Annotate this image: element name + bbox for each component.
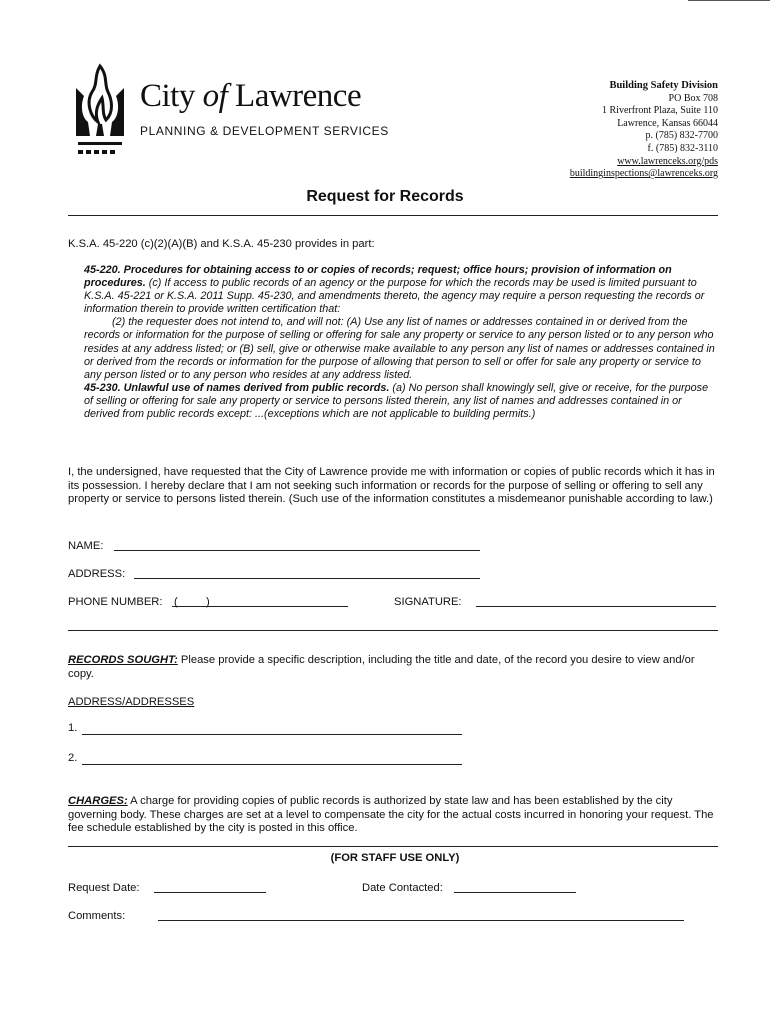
street-address: 1 Riverfront Plaza, Suite 110	[602, 105, 718, 117]
request-date-label: Request Date:	[68, 882, 140, 894]
signature-field[interactable]	[476, 606, 716, 607]
contact-block	[570, 80, 718, 181]
phone-area-open: (	[174, 596, 178, 608]
signature-label: SIGNATURE:	[394, 596, 462, 608]
declaration-text: I, the undersigned, have requested that the City of Lawrence provide me with information or copies of public records which it has in its possession. I hereby declare that I am not seeking such information or records for the purpose of selling or offering to sell any property or service to persons listed therein. (Such use of the information constitutes a misdemeanor punishable according to law.)	[68, 466, 715, 506]
comments-label: Comments:	[68, 910, 126, 922]
top-edge-rule	[688, 0, 770, 1]
form-title: Request for Records	[306, 188, 464, 205]
phone-area-close: )	[206, 596, 210, 608]
phone-label: PHONE NUMBER:	[68, 596, 163, 608]
staff-divider	[68, 846, 718, 847]
email-link[interactable]: buildinginspections@lawrenceks.org	[569, 168, 718, 180]
record-item-1-label: 1.	[68, 722, 78, 734]
city-of-lawrence-logo-icon	[68, 62, 132, 158]
comments-field[interactable]	[158, 920, 684, 921]
address-label: ADDRESS:	[68, 568, 126, 580]
records-sought-text: RECORDS SOUGHT: Please provide a specific description, including the title and date, of the record you desire to view and/or copy.	[68, 654, 695, 680]
statute-45-220-item-2: (2) the requester does not intend to, and will not: (A) Use any list of names or addresses contained in or derived from the records or information for the purpose of selling or offering for sale any property or service to any person listed or to any person who resides at any address listed; or (B) sell, give or otherwise make available to any person any list of names or addresses contained in or derived from the records or information for the purpose of allowing that person to sell or offer for sale any property or service to any person listed or to any person who resides at any address listed.	[84, 316, 715, 381]
record-item-1-field[interactable]	[82, 734, 462, 735]
staff-use-heading: (FOR STAFF USE ONLY)	[330, 852, 460, 864]
statute-excerpt	[84, 264, 720, 421]
charges-text: CHARGES: A charge for providing copies of public records is authorized by state law and has been established by the city governing body. These charges are set at a level to compensate the city for the actual costs incurred in honoring your request. The fee schedule established by the city is posted in this office.	[68, 795, 714, 835]
request-date-field[interactable]	[154, 892, 266, 893]
statute-45-230: 45-230. Unlawful use of names derived from public records. (a) No person shall knowingly sell, give or receive, for the purpose of selling or offering for sale any property or service to persons listed therein, any list of names and addresses contained in or derived from public records except: ...(exceptions which are not applicable to building permits.)	[84, 381, 709, 421]
organization-name: City of Lawrence	[140, 78, 362, 114]
record-item-2-label: 2.	[68, 752, 78, 764]
name-field[interactable]	[114, 550, 480, 551]
statute-45-220: 45-220. Procedures for obtaining access to or copies of records; request; office hours; provision of information on procedures. (c) If access to public records of an agency or the purpose for which the records may be used is limited pursuant to K.S.A. 45-221 or K.S.A. 2011 Supp. 45-230, and amendments thereto, the agency may require a person requesting the records or information therein to provide written certification that:	[84, 264, 705, 316]
charges-heading: CHARGES:	[68, 795, 128, 807]
address-field[interactable]	[134, 578, 480, 579]
date-contacted-label: Date Contacted:	[362, 882, 443, 894]
records-sought-heading: RECORDS SOUGHT:	[68, 654, 178, 666]
statute-45-220-heading: 45-220. Procedures for obtaining access to or copies of records; request; office hours; provision of information on procedures.	[84, 264, 672, 290]
website-link[interactable]: www.lawrenceks.org/pds	[617, 155, 718, 167]
name-label: NAME:	[68, 540, 104, 552]
phone-field[interactable]	[172, 606, 348, 607]
fax-number: f. (785) 832-3110	[647, 142, 718, 154]
section-divider	[68, 630, 718, 631]
date-contacted-field[interactable]	[454, 892, 576, 893]
addresses-label: ADDRESS/ADDRESSES	[68, 696, 195, 708]
phone-number: p. (785) 832-7700	[645, 130, 718, 142]
title-divider	[68, 215, 718, 216]
city-state: Lawrence, Kansas 66044	[617, 117, 718, 129]
organization-subtitle: PLANNING & DEVELOPMENT SERVICES	[140, 124, 389, 138]
statute-45-230-heading: 45-230. Unlawful use of names derived from public records.	[84, 381, 390, 394]
po-box: PO Box 708	[668, 92, 718, 104]
statute-intro: K.S.A. 45-220 (c)(2)(A)(B) and K.S.A. 45-230 provides in part:	[68, 238, 375, 250]
division-name: Building Safety Division	[609, 80, 718, 91]
record-item-2-field[interactable]	[82, 764, 462, 765]
